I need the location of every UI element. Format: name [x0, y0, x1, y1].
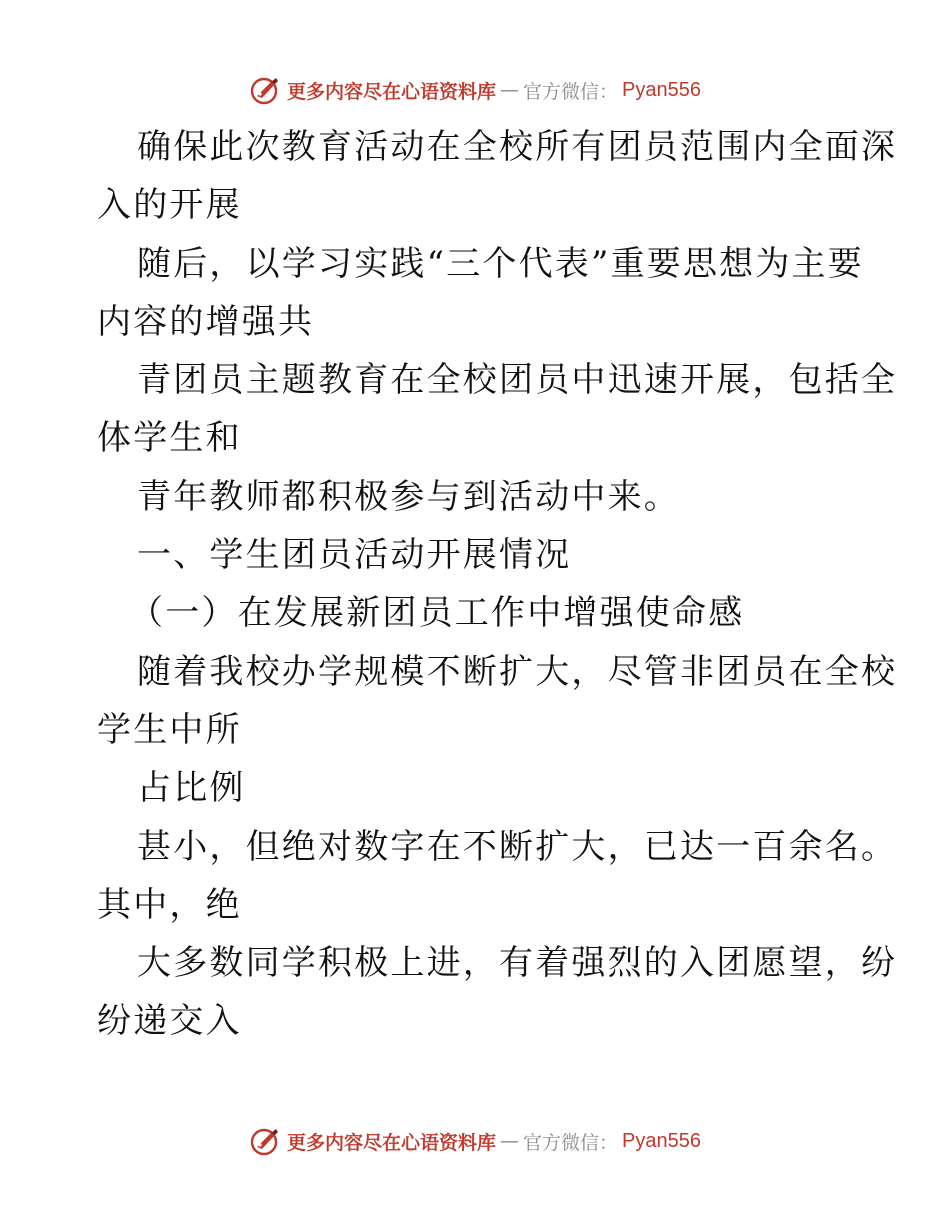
paragraph-line: 内容的增强共: [97, 301, 315, 342]
paragraph-line: 甚小，但绝对数字在不断扩大，已达一百余名。: [137, 826, 898, 867]
paragraph-line: 青年教师都积极参与到活动中来。: [137, 476, 680, 517]
paragraph-line: 青团员主题教育在全校团员中迅速开展，包括全: [137, 360, 898, 401]
paragraph-line: 入的开展: [97, 185, 242, 226]
banner-slogan: 更多内容尽在心语资料库: [287, 80, 497, 103]
banner-separator: —: [500, 79, 520, 101]
paragraph-line: 纷递交入: [97, 1001, 242, 1042]
footer-banner: [0, 1124, 950, 1158]
banner-slogan: 更多内容尽在心语资料库: [287, 1131, 497, 1154]
paragraph-line: 学生中所: [97, 709, 242, 750]
pen-logo-icon: [249, 1125, 281, 1157]
subsection-heading: （一）在发展新团员工作中增强使命感: [129, 593, 745, 634]
paragraph-line: 占比例: [137, 768, 246, 809]
banner-wechat-id: Pyan556: [622, 1129, 701, 1152]
pen-logo-icon: [249, 74, 281, 106]
paragraph-line: 体学生和: [97, 418, 242, 459]
paragraph-line: 其中，绝: [97, 884, 242, 925]
section-heading: 一、学生团员活动开展情况: [137, 535, 572, 576]
banner-wechat-label: 官方微信：: [523, 80, 619, 103]
banner-wechat-label: 官方微信：: [523, 1131, 619, 1154]
paragraph-line: 确保此次教育活动在全校所有团员范围内全面深: [137, 127, 898, 167]
banner-separator: —: [500, 1130, 520, 1152]
document-body: [97, 118, 898, 1051]
header-banner: [0, 73, 950, 107]
paragraph-line: 大多数同学积极上进，有着强烈的入团愿望，纷: [137, 943, 898, 984]
paragraph-line: 随着我校办学规模不断扩大，尽管非团员在全校: [137, 651, 898, 692]
banner-wechat-id: Pyan556: [622, 78, 701, 101]
paragraph-line: 随后，以学习实践“三个代表”重要思想为主要: [137, 243, 864, 284]
